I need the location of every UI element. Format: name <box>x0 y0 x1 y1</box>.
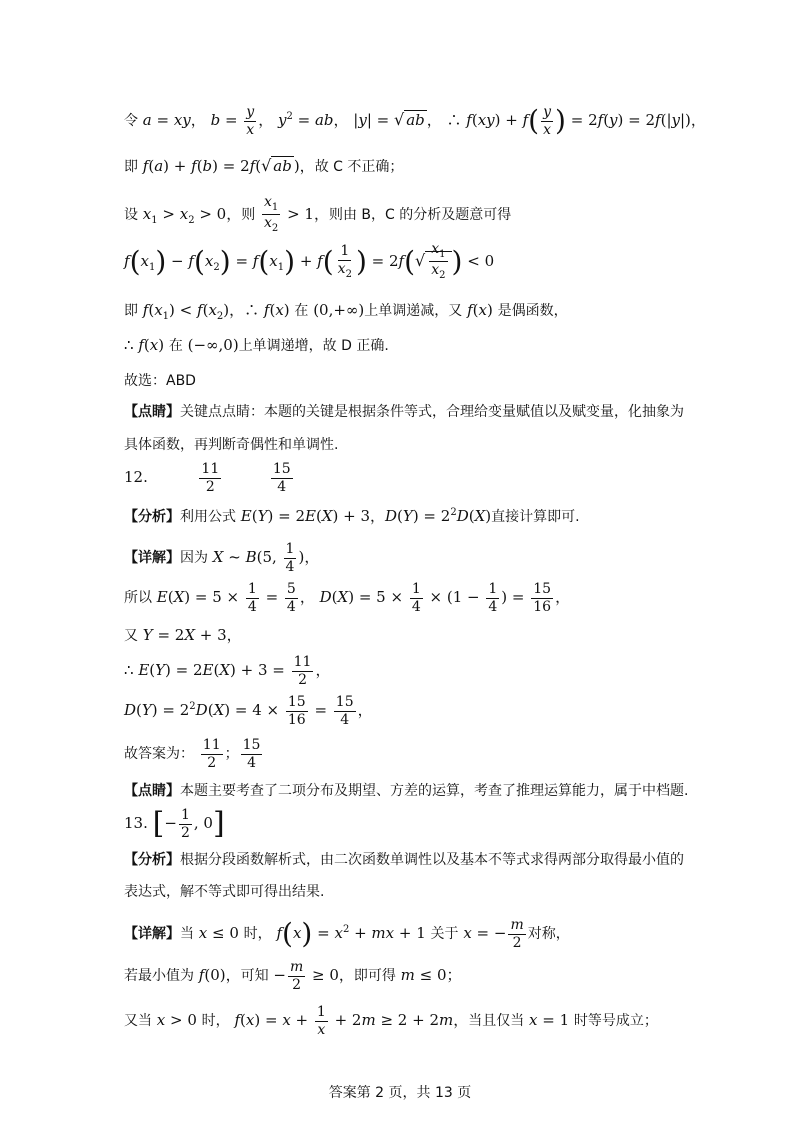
question-number-12: 12. <box>124 468 148 487</box>
solution-line-14: 又 Y = 2X + 3， <box>124 626 242 644</box>
solution-line-22: 【详解】当 x ≤ 0 时， $f(x) = x^2$ + mx + 1 关于 x = − $\frac{m}{2}$ 对称， <box>124 917 570 951</box>
solution-line-21 <box>124 884 324 899</box>
solution-line-9 <box>124 437 338 452</box>
solution-line-16: $D(Y) = 2^2D(X) = 4$ × $\frac{15}{16}$ = $\frac{15}{4}$ ， <box>124 694 373 728</box>
answer-separator: ； <box>224 746 239 763</box>
detail-tag-2: 【详解】 <box>124 926 180 943</box>
tip-text-2: 本题主要考查了二项分布及期望、方差的运算，考查了推理运算能力，属于中档题. <box>180 783 689 799</box>
answer-12-2: $\frac{15}{4}$ <box>272 461 291 495</box>
answer-abd: ABD <box>166 373 196 389</box>
solution-line-8 <box>124 404 684 419</box>
solution-line-12: 【详解】因为 X ~ B(5, $\frac{1}{4}$ )， <box>124 541 320 575</box>
tip-tag: 【点睛】 <box>124 404 180 420</box>
solution-line-17: 故答案为： $\frac{11}{2}$ ； $\frac{15}{4}$ <box>124 737 261 771</box>
final-answer-label: 故答案为： <box>124 746 194 763</box>
analysis-note: 则由 B，C 的分析及题意可得 <box>328 206 512 223</box>
analysis-tag-2: 【分析】 <box>124 852 180 868</box>
solution-line-3: 设 $x_1 > x_2 > 0$，则 $\frac{x_1}{x_2}$ > 1，则由 B，C 的分析及题意可得 <box>124 194 512 235</box>
solution-line-13: 所以 E(X) = 5 × $\frac{1}{4}$ = $\frac{5}{4}$ ， D(X) = 5 × $\frac{1}{4}$ × (1 − $\frac{1}{4}$ ) = $\frac{15}{16}$ ， <box>124 581 571 615</box>
tip-text: 关键点点睛：本题的关键是根据条件等式，合理给变量赋值以及赋变量，化抽象为 <box>180 404 684 420</box>
conclusion-c: 故 C 不正确； <box>314 159 404 175</box>
solution-line-2: 即 f(a) + f(b) = 2f(√ ab )，故 C 不正确； <box>124 156 404 175</box>
analysis-text-2: 根据分段函数解析式，由二次函数单调性以及基本不等式求得两部分取得最小值的 <box>180 852 684 868</box>
tip-text-cont: 具体函数，再判断奇偶性和单调性. <box>124 437 339 453</box>
solution-line-20 <box>124 852 684 867</box>
symmetry-text: 对称， <box>527 926 570 943</box>
solution-line-4: $f(x_1) - f(x_2) = f(x_1) + f$( $\frac{1}{x_2}$ ) = 2f(√ $\frac{x_1}{x_2}$ ) < 0 <box>124 241 495 282</box>
solution-line-5: 即 $f(x_1) < f(x_2)$，∴ f(x) 在 (0,+∞)上单调递减，又 f(x) 是偶函数， <box>124 301 568 322</box>
answer-12-1: $\frac{11}{2}$ <box>201 461 220 495</box>
solution-line-11: 【分析】利用公式 E(Y) = 2E(X) + 3，$D(Y) = 2^2D(X)$直接计算即可. <box>124 507 580 525</box>
solution-line-24: 又当 x > 0 时， f(x) = x + $\frac{1}{x}$ + 2m ≥ 2 + 2m，当且仅当 x = 1 时等号成立； <box>124 1004 658 1038</box>
question-13-answer: 13. [− $\frac{1}{2}$ , 0] <box>124 806 225 842</box>
solution-line-18 <box>124 783 688 798</box>
analysis-end: 直接计算即可. <box>491 509 580 525</box>
tip-tag-2: 【点睛】 <box>124 783 180 799</box>
page-footer: 答案第 2 页，共 13 页 <box>328 1085 472 1101</box>
solution-line-6: ∴ f(x) 在 (−∞,0)上单调递增，故 D 正确. <box>124 336 389 354</box>
solution-line-1: 令 a = xy， b = $\frac{y}{x}$ ， $y^2$ = ab， |y| = √ ab ， ∴ f(xy) + f( $\frac{y}{x}$ ) = 2f(y) = 2f(|y|)， <box>124 104 706 138</box>
question-12-answers <box>124 462 295 494</box>
solution-line-7 <box>124 373 196 388</box>
question-number-13: 13. <box>124 814 148 833</box>
analysis-text-2-cont: 表达式，解不等式即可得出结果. <box>124 884 325 900</box>
analysis-tag: 【分析】 <box>124 509 180 525</box>
solution-line-15: ∴ E(Y) = 2E(X) + 3 = $\frac{11}{2}$ ， <box>124 654 331 688</box>
detail-tag: 【详解】 <box>124 550 180 567</box>
answer-label: 故选： <box>124 373 166 389</box>
solution-line-23: 若最小值为 f(0)，可知 − $\frac{m}{2}$ ≥ 0，即可得 m ≤ 0； <box>124 959 462 993</box>
